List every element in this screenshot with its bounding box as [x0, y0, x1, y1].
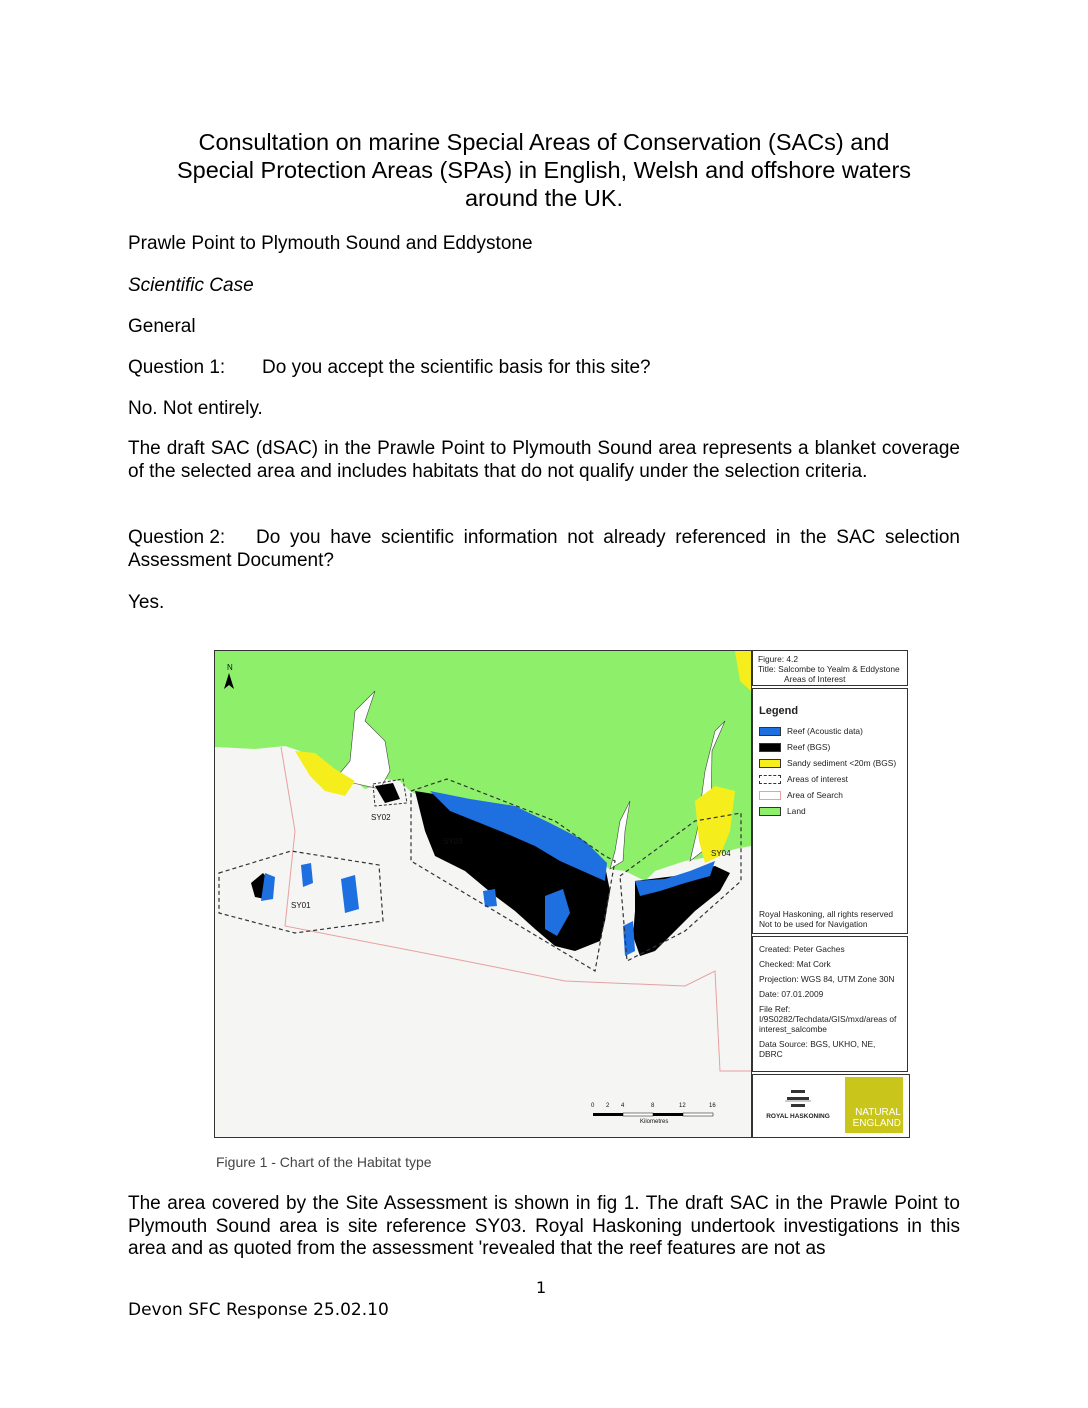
legend-item-area-of-search	[759, 787, 901, 803]
logo-block	[752, 1074, 910, 1138]
paragraph-2: The area covered by the Site Assessment is shown in fig 1. The draft SAC in the Prawle Point to Plymouth Sound area is site reference SY03. Royal Haskoning undertook investigations in this area and as quoted from the assessment 'revealed that the reef features are not as	[128, 1193, 960, 1260]
scale-tick-8: 8	[651, 1103, 655, 1109]
legend-label: Reef (BGS)	[787, 742, 831, 752]
answer-2: Yes.	[128, 592, 165, 613]
scale-tick-12: 12	[679, 1103, 686, 1109]
natural-england-logo	[845, 1077, 903, 1133]
legend-label: Land	[787, 806, 806, 816]
legend-item-sand	[759, 755, 901, 771]
rights-line-1: Royal Haskoning, all rights reserved	[759, 909, 894, 919]
figure-title-cont: Areas of Interest	[784, 674, 846, 684]
haskoning-mark-icon	[783, 1089, 813, 1111]
paragraph-1: The draft SAC (dSAC) in the Prawle Point to Plymouth Sound area represents a blanket coverage of the selected area and includes habitats that do not qualify under the selection criteria.	[128, 438, 960, 482]
page-number: 1	[536, 1278, 547, 1297]
sy03-reef-acoustic-c	[483, 889, 497, 907]
sy02-reef	[375, 783, 400, 803]
area-of-interest-sy01	[219, 851, 383, 933]
question-1-label: Question 1:	[128, 357, 226, 378]
page-footer: Devon SFC Response 25.02.10	[128, 1300, 389, 1320]
legend-heading: Legend	[759, 705, 799, 717]
habitat-figure	[214, 650, 910, 1138]
legend-swatch	[759, 775, 781, 784]
figure-title: Title: Salcombe to Yealm & Eddystone	[758, 664, 900, 674]
map-legend	[752, 688, 908, 934]
map-info-block	[752, 936, 908, 1072]
figure-number: Figure: 4.2	[758, 654, 799, 664]
legend-label: Area of Search	[787, 790, 843, 800]
legend-swatch	[759, 791, 781, 800]
figure-caption: Figure 1 - Chart of the Habitat type	[216, 1154, 432, 1170]
legend-label: Reef (Acoustic data)	[787, 726, 863, 736]
scale-tick-16: 16	[709, 1103, 716, 1109]
sy04-reef-acoustic-b	[623, 921, 635, 956]
site-subtitle: Prawle Point to Plymouth Sound and Eddystone	[128, 233, 533, 254]
site-label-sy01: SY01	[291, 901, 311, 910]
rights-notice	[759, 909, 893, 929]
sy01-reef-acoustic-b	[301, 863, 313, 887]
info-file-ref: File Ref: I/9S0282/Techdata/GIS/mxd/areas of interest_salcombe	[759, 1004, 897, 1034]
info-checked: Checked: Mat Cork	[759, 959, 831, 969]
document-title	[130, 128, 958, 212]
legend-label: Sandy sediment <20m (BGS)	[787, 758, 897, 768]
ne-logo-line-1: NATURAL	[855, 1107, 901, 1118]
title-line-3: around the UK.	[464, 185, 624, 211]
rights-line-2: Not to be used for Navigation	[759, 919, 868, 929]
legend-swatch	[759, 727, 781, 736]
figure-title-block	[752, 650, 908, 686]
sy01-reef-acoustic-c	[341, 875, 359, 913]
legend-item-reef-acoustic	[759, 723, 901, 739]
legend-label: Areas of interest	[787, 774, 848, 784]
ne-logo-line-2: ENGLAND	[852, 1118, 901, 1129]
legend-swatch	[759, 759, 781, 768]
legend-item-reef-bgs	[759, 739, 901, 755]
north-label: N	[227, 663, 233, 672]
haskoning-wordmark: ROYAL HASKONING	[766, 1113, 830, 1120]
info-projection: Projection: WGS 84, UTM Zone 30N	[759, 974, 895, 984]
question-1-text: Do you accept the scientific basis for this site?	[262, 357, 651, 378]
site-label-sy03: SY03	[443, 837, 463, 846]
question-2-label: Question 2:	[128, 527, 226, 548]
answer-1: No. Not entirely.	[128, 398, 263, 419]
site-label-sy04: SY04	[711, 849, 731, 858]
section-heading: Scientific Case	[128, 275, 254, 296]
legend-item-areas-of-interest	[759, 771, 901, 787]
title-line-2: Special Protection Areas (SPAs) in English, Welsh and offshore waters	[176, 157, 912, 183]
info-created: Created: Peter Gaches	[759, 944, 845, 954]
scale-tick-2: 2	[606, 1103, 610, 1109]
scale-tick-0: 0	[591, 1103, 595, 1109]
scale-tick-4: 4	[621, 1103, 625, 1109]
legend-swatch	[759, 807, 781, 816]
scale-unit: Kilometres	[640, 1119, 669, 1125]
legend-item-land	[759, 803, 901, 819]
question-2	[128, 527, 960, 572]
legend-swatch	[759, 743, 781, 752]
site-label-sy02: SY02	[371, 813, 391, 822]
info-data-source: Data Source: BGS, UKHO, NE, DBRC	[759, 1039, 876, 1059]
question-2-text: Do you have scientific information not already referenced in the SAC selection Assessment Document?	[128, 527, 960, 571]
title-line-1: Consultation on marine Special Areas of Conservation (SACs) and	[198, 129, 890, 155]
info-date: Date: 07.01.2009	[759, 989, 824, 999]
question-1	[128, 357, 960, 380]
map-graphic	[215, 651, 751, 1137]
scale-bar	[593, 1113, 713, 1116]
subsection-heading: General	[128, 316, 196, 337]
habitat-map	[214, 650, 752, 1138]
royal-haskoning-logo	[757, 1089, 839, 1120]
